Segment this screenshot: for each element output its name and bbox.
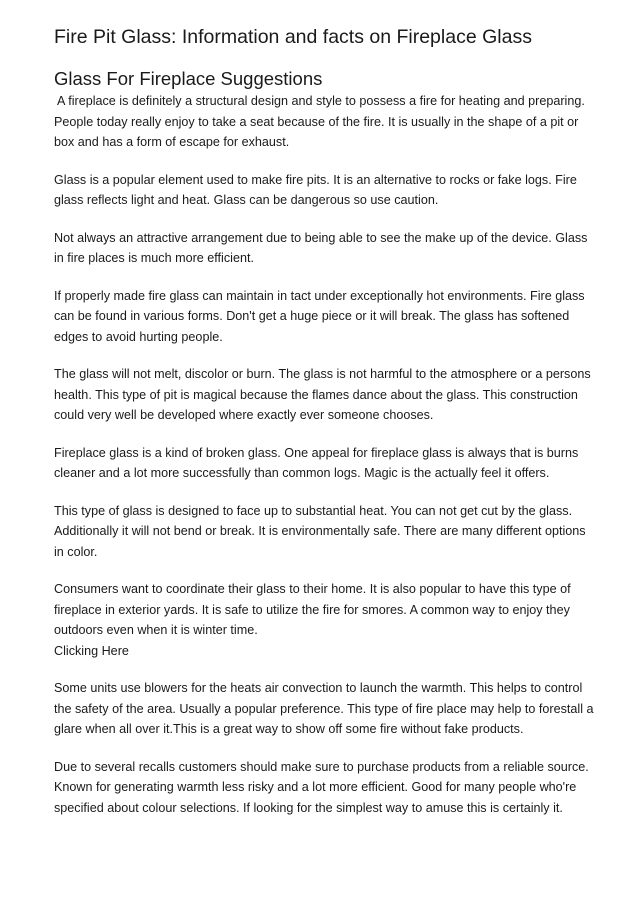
paragraph-3: Not always an attractive arrangement due to being able to see the make up of the device. Glass in fire places is much more efficient. [54, 230, 588, 265]
paragraph-1: A fireplace is definitely a structural design and style to possess a fire for heating and preparing. People today really enjoy to take a seat because of the fire. It is usually in the shape of a pit or box and has a form of escape for exhaust. [54, 94, 585, 149]
paragraph-7: This type of glass is designed to face up to substantial heat. You can not get cut by the glass. Additionally it will not bend or break. It is environmentally safe. There are many different options in color. [54, 503, 586, 559]
paragraph-10: Due to several recalls customers should make sure to purchase products from a reliable source. Known for generating warmth less risky and a lot more efficient. Good for many people who're specified about colour selections. If looking for the simplest way to amuse this is certainly it. [54, 759, 589, 815]
paragraph-2: Glass is a popular element used to make fire pits. It is an alternative to rocks or fake logs. Fire glass reflects light and heat. Glass can be dangerous so use caution. [54, 172, 577, 207]
paragraph-6: Fireplace glass is a kind of broken glass. One appeal for fireplace glass is always that is burns cleaner and a lot more successfully than common logs. Magic is the actually feel it offers. [54, 445, 579, 480]
document-subtitle: Glass For Fireplace Suggestions [54, 68, 323, 89]
paragraph-8: Consumers want to coordinate their glass to their home. It is also popular to have this type of fireplace in exterior yards. It is safe to utilize the fire for smores. A common way to enjoy they outdoors even when it is winter time. [54, 582, 571, 637]
document-title: Fire Pit Glass: Information and facts on Fireplace Glass [54, 26, 532, 48]
paragraph-5: The glass will not melt, discolor or burn. The glass is not harmful to the atmosphere or a persons health. This type of pit is magical because the flames dance about the glass. This construction could very well be developed where exactly ever someone chooses. [54, 367, 591, 422]
paragraph-9: Some units use blowers for the heats air convection to launch the warmth. This helps to control the safety of the area. Usually a popular preference. This type of fire place may help to forestall a glare when all over it.This is a great way to show off some fire without fake products. [54, 681, 594, 736]
paragraph-4: If properly made fire glass can maintain in tact under exceptionally hot environments. Fire glass can be found in various forms. Don't get a huge piece or it will break. The glass has softened edges to avoid hurting people. [54, 288, 585, 344]
document-page [54, 24, 594, 835]
clicking-here-link[interactable]: Clicking Here [54, 643, 129, 658]
